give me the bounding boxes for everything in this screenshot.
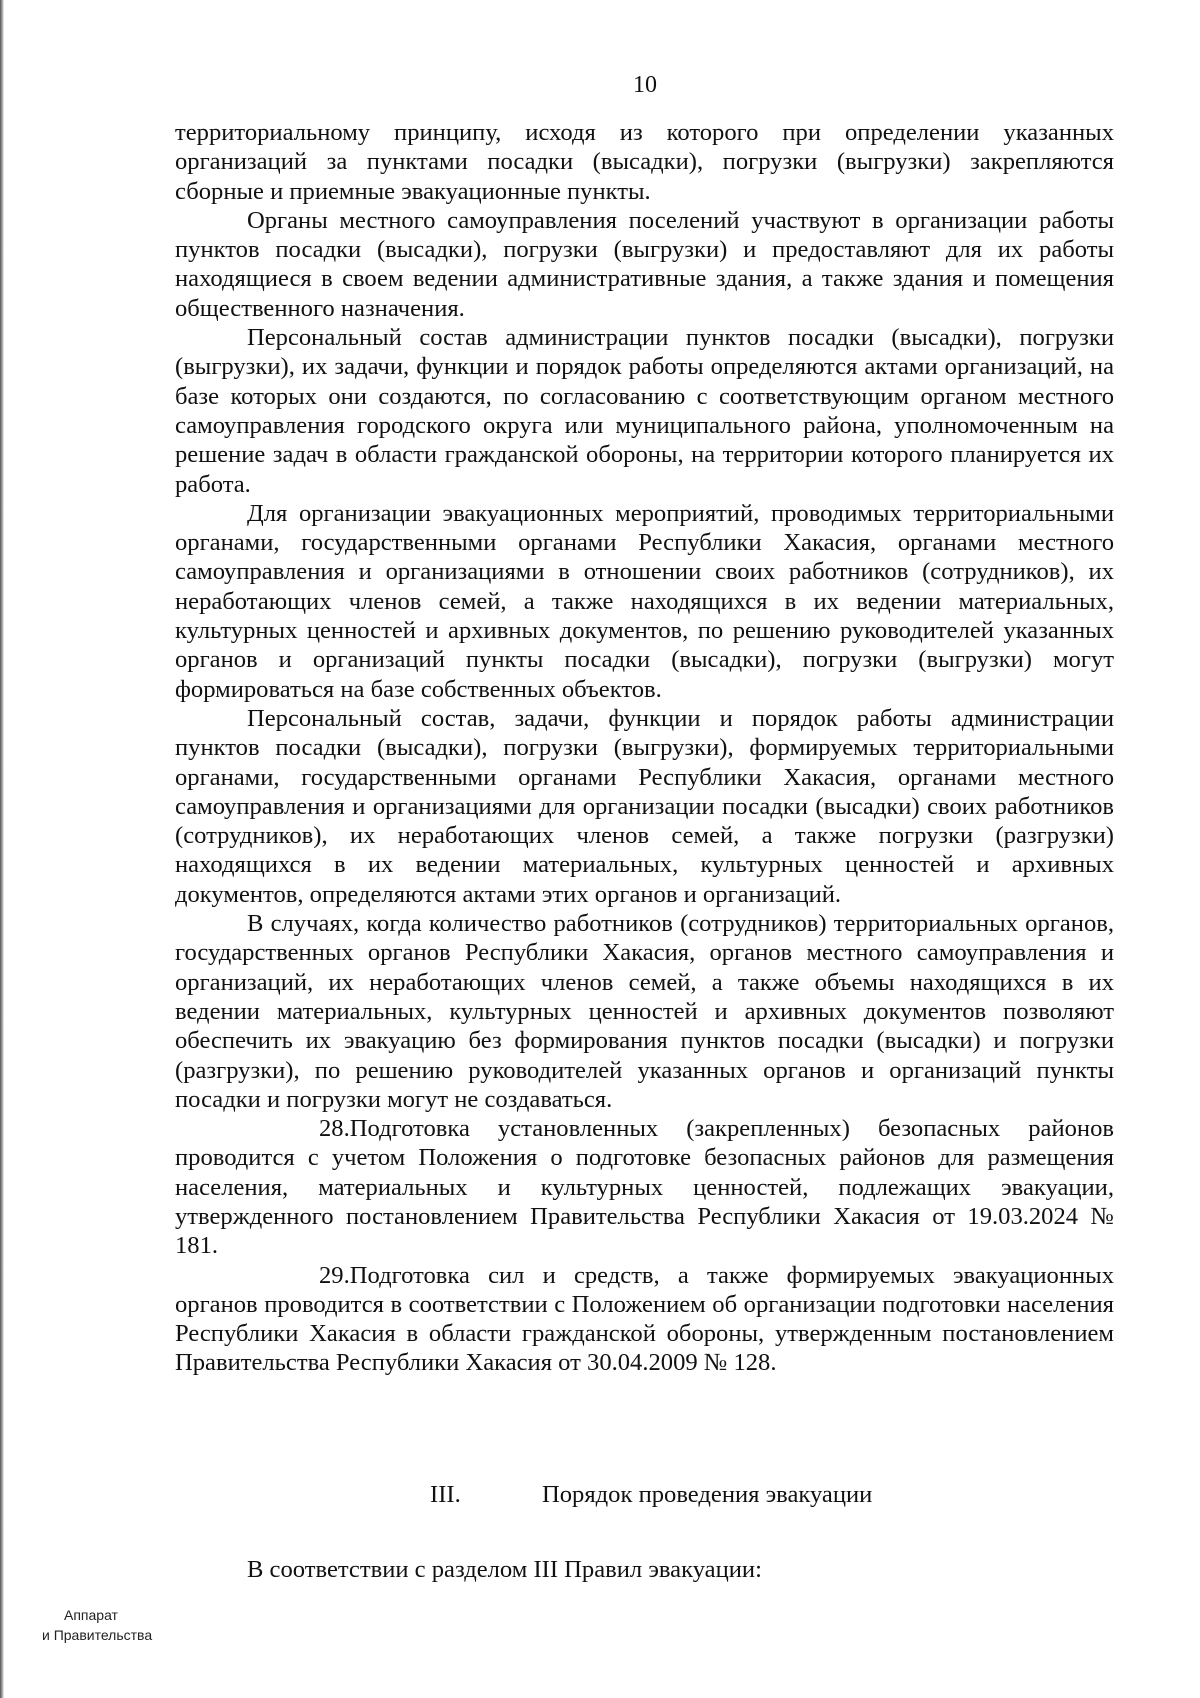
paragraph: Персональный состав администрации пунктов посадки (высадки), погрузки (выгрузки), их задачи, функции и порядок работы определяются актами организаций, на базе которых они создаются, по согласованию с соответствующим органом местного самоуправления городского округа или муниципального района, уполномоченным на решение задач в области гражданской обороны, на территории которого планируется их работа. (175, 324, 1114, 498)
section-title: Порядок проведения эвакуации (542, 1481, 873, 1508)
numbered-item-29 (175, 1261, 1114, 1378)
paragraph: Для организации эвакуационных мероприятий, проводимых территориальными органами, государственными органами Республики Хакасия, органами местного самоуправления и организациями в отношении своих работников (сотрудников), их неработающих членов семей, а также находящихся в их ведении материальных, культурных ценностей и архивных документов, по решению руководителей указанных органов и организаций пункты посадки (высадки), погрузки (выгрузки) могут формироваться на базе собственных объектов. (175, 499, 1114, 703)
paragraph-continuation: территориальному принципу, исходя из которого при определении указанных организаций за пунктами посадки (высадки), погрузки (выгрузки) закрепляются сборные и приемные эвакуационные пункты. (175, 119, 1114, 205)
scan-edge (0, 0, 4, 1698)
footer-stamp (42, 1605, 152, 1645)
footer-line-1: Аппарат (64, 1607, 118, 1623)
paragraph: Органы местного самоуправления поселений участвуют в организации работы пунктов посадки (высадки), погрузки (выгрузки) и предоставляют для их работы находящиеся в своем ведении административные здания, а также здания и помещения общественного назначения. (175, 206, 1114, 322)
item-number: 29. (319, 1261, 350, 1289)
item-number: 28. (319, 1115, 350, 1143)
footer-line-2: и Правительства (42, 1627, 153, 1643)
section-heading (430, 1480, 872, 1510)
item-text: Подготовка установленных (закрепленных) безопасных районов проводится с учетом Положения о подготовке безопасных районов для размещения населения, материальных и культурных ценностей, подлежащих эвакуации, утвержденного постановлением Правительства Республики Хакасия от 19.03.2024 № 181. (175, 1115, 1114, 1260)
section-intro: В соответствии с разделом III Правил эвакуации: (247, 1556, 762, 1583)
paragraph: В случаях, когда количество работников (сотрудников) территориальных органов, государственных органов Республики Хакасия, органов местного самоуправления и организаций, их неработающих членов семей, а также объемы находящихся в их ведении материальных, культурных ценностей и архивных документов позволяют обеспечить их эвакуацию без формирования пунктов посадки (высадки) и погрузки (разгрузки), по решению руководителей указанных органов и организаций пункты посадки и погрузки могут не создаваться. (175, 910, 1114, 1113)
document-body (175, 118, 1114, 1378)
item-text: Подготовка сил и средств, а также формируемых эвакуационных органов проводится в соответствии с Положением об организации подготовки населения Республики Хакасия в области гражданской обороны, утвержденным постановлением Правительства Республики Хакасия от 30.04.2009 № 128. (175, 1261, 1114, 1377)
page-number: 10 (633, 72, 657, 98)
section-number: III. (430, 1481, 461, 1508)
numbered-item-28 (175, 1114, 1114, 1260)
paragraph: Персональный состав, задачи, функции и порядок работы администрации пунктов посадки (высадки), погрузки (выгрузки), формируемых территориальными органами, государственными органами Республики Хакасия, органами местного самоуправления и организациями для организации посадки (высадки) своих работников (сотрудников), их неработающих членов семей, а также погрузки (разгрузки) находящихся в их ведении материальных, культурных ценностей и архивных документов, определяются актами этих органов и организаций. (175, 704, 1114, 908)
